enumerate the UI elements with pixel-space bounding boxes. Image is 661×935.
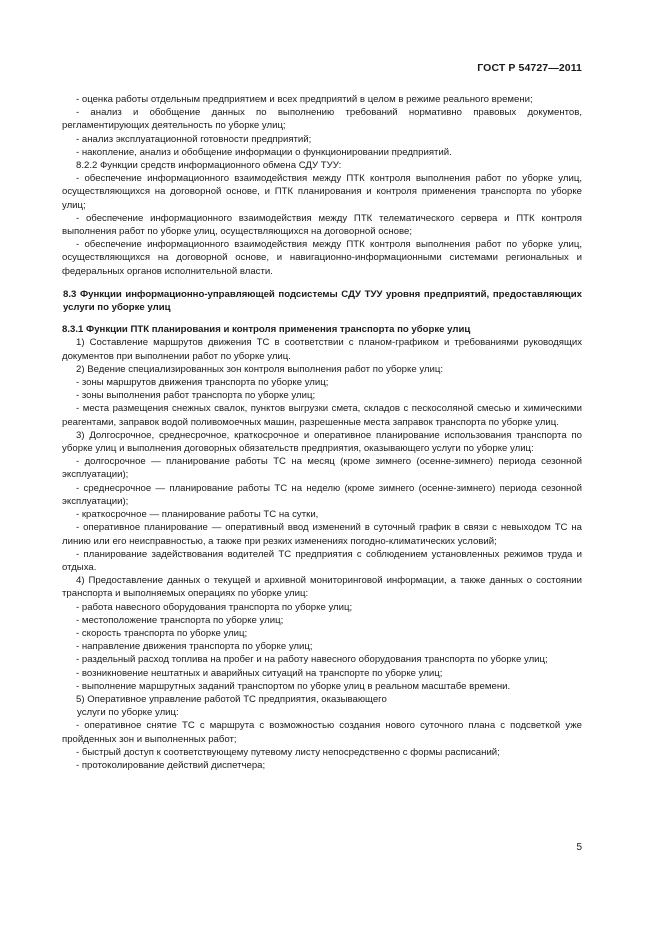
paragraph: 1) Составление маршрутов движения ТС в соответствии с планом-графиком и требованиями руководящих документов при выполнении работ по уборке улиц. — [62, 337, 582, 362]
paragraph: 3) Долгосрочное, среднесрочное, краткосрочное и оперативное планирование использования транспорта по уборке улиц и выполнения договорных обязательств предприятия, оказывающего услуги по уборке улиц: — [62, 429, 582, 455]
paragraph: - анализ эксплуатационной готовности предприятий; — [76, 133, 312, 145]
paragraph: - быстрый доступ к соответствующему путевому листу непосредственно с формы расписаний; — [76, 746, 500, 758]
paragraph: - анализ и обобщение данных по выполнению требований нормативно правовых документов, регламентирующих деятельность по уборке улиц; — [62, 107, 582, 132]
paragraph: - обеспечение информационного взаимодействия между ПТК контроля выполнения работ по уборке улиц, осуществляющихся на договорной основе, и навигационно-информационными системами региональных и федеральных органов исполнительной власти. — [62, 239, 582, 277]
paragraph: - выполнение маршрутных заданий транспортом по уборке улиц в реальном масштабе времени. — [76, 680, 511, 692]
paragraph: - планирование задействования водителей ТС предприятия с соблюдением установленных режимов труда и отдыха. — [62, 548, 582, 573]
section-heading: 8.3 Функции информационно-управляющей подсистемы СДУ ТУУ уровня предприятий, предоставляющих услуги по уборке улиц — [63, 288, 582, 314]
paragraph-continuation: услуги по уборке улиц: — [77, 707, 179, 719]
paragraph: - обеспечение информационного взаимодействия между ПТК контроля выполнения работ по уборке улиц, осуществляющихся на договорной основе, и ПТК планирования и контроля применения транспорта по уборке улиц; — [62, 173, 582, 211]
paragraph: 8.2.2 Функции средств информационного обмена СДУ ТУУ: — [76, 160, 342, 172]
subsection-heading: 8.3.1 Функции ПТК планирования и контроля применения транспорта по уборке улиц — [62, 324, 471, 336]
paragraph: - места размещения снежных свалок, пунктов выгрузки смета, складов с пескосоляной смесью и химическими реагентами, заправок водой поливомоечных машин, разрешенные места заправок транспорта по уборке улиц. — [62, 403, 582, 428]
paragraph: - обеспечение информационного взаимодействия между ПТК телематического сервера и ПТК контроля выполнения работ по уборке улиц, осуществляющихся на договорной основе; — [62, 212, 582, 238]
paragraph: - оперативное планирование — оперативный ввод изменений в суточный график в связи с невыходом ТС на линию или его неисправностью, а также при резких изменениях погодно-климатических условий; — [62, 522, 582, 547]
paragraph: - возникновение нештатных и аварийных ситуаций на транспорте по уборке улиц; — [76, 667, 443, 679]
paragraph: - скорость транспорта по уборке улиц; — [76, 627, 248, 639]
paragraph: - направление движения транспорта по уборке улиц; — [76, 641, 313, 653]
paragraph: - оперативное снятие ТС с маршрута с возможностью создания нового суточного плана с подсветкой уже пройденных зон и выполненных работ; — [62, 720, 582, 745]
paragraph: 5) Оперативное управление работой ТС предприятия, оказывающего — [76, 693, 387, 705]
paragraph: - работа навесного оборудования транспорта по уборке улиц; — [76, 601, 353, 613]
document-body — [62, 93, 582, 772]
paragraph: - накопление, анализ и обобщение информации о функционировании предприятий. — [76, 146, 452, 158]
paragraph: - зоны выполнения работ транспорта по уборке улиц; — [76, 390, 316, 402]
paragraph: - раздельный расход топлива на пробег и на работу навесного оборудования транспорта по уборке улиц; — [76, 654, 548, 666]
paragraph: 4) Предоставление данных о текущей и архивной мониторинговой информации, а также данных о состоянии транспорта и выполняемых операциях по уборке улиц: — [62, 575, 582, 600]
document-code-header: ГОСТ Р 54727—2011 — [477, 62, 582, 74]
paragraph: - протоколирование действий диспетчера; — [76, 759, 266, 771]
paragraph: 2) Ведение специализированных зон контроля выполнения работ по уборке улиц: — [76, 363, 444, 375]
paragraph: - оценка работы отдельным предприятием и всех предприятий в целом в режиме реального времени; — [76, 94, 533, 105]
paragraph: - краткосрочное — планирование работы ТС на сутки, — [76, 509, 319, 521]
paragraph: - долгосрочное — планирование работы ТС на месяц (кроме зимнего (осенне-зимнего) периода сезонной эксплуатации); — [62, 456, 582, 481]
paragraph: - среднесрочное — планирование работы ТС на неделю (кроме зимнего (осенне-зимнего) периода сезонной эксплуатации); — [62, 482, 582, 507]
paragraph: - местоположение транспорта по уборке улиц; — [76, 614, 284, 626]
paragraph: - зоны маршрутов движения транспорта по уборке улиц; — [76, 377, 329, 389]
page-number: 5 — [576, 842, 582, 853]
